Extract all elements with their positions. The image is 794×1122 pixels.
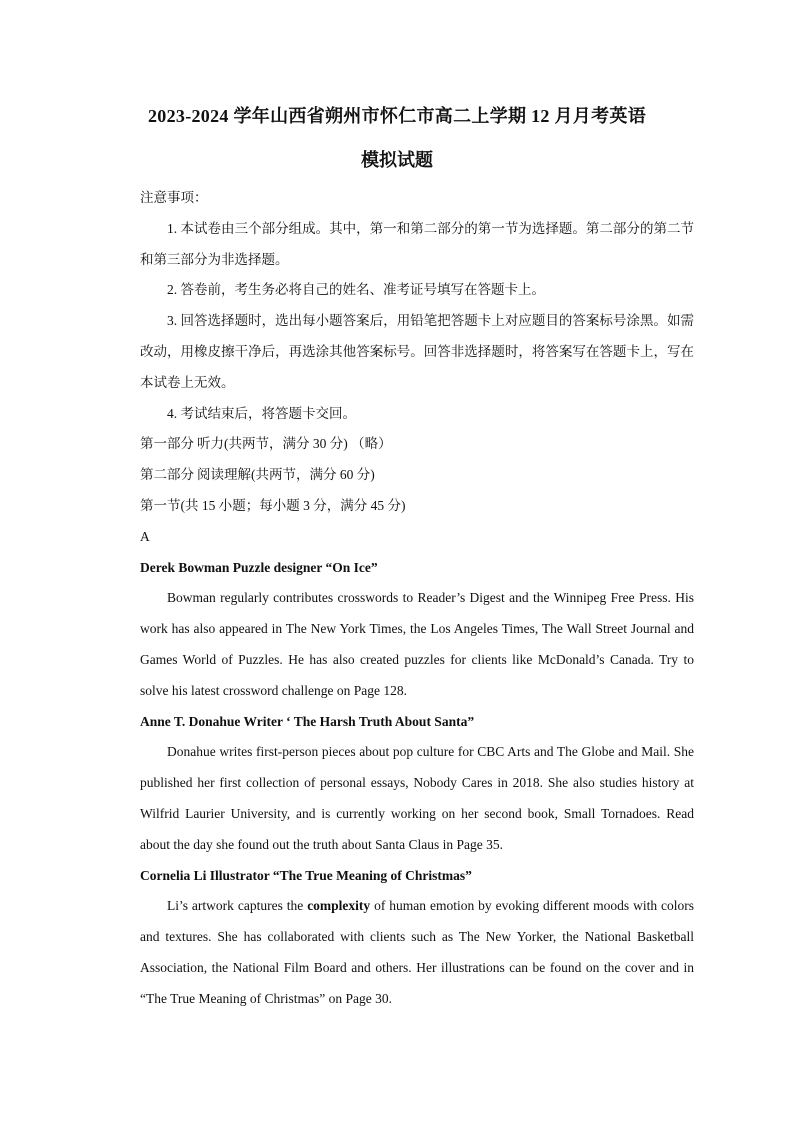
bio-text-bowman: Bowman regularly contributes crosswords to Reader’s Digest and the Winnipeg Free Press. His work has also appeared in The New York Times, the Los Angeles Times, The Wall Street Journal and Games World of Puzzles. He has also created puzzles for clients like McDonald’s Canada. Try to solve his latest crossword challenge on Page 128. <box>140 590 694 698</box>
part1-desc: 听力(共两节，满分 30 分) （略） <box>197 436 392 452</box>
bio-heading-bowman: Derek Bowman Puzzle designer “On Ice” <box>140 559 378 575</box>
notice-item-2: 2. 答卷前，考生务必将自己的姓名、准考证号填写在答题卡上。 <box>167 282 545 298</box>
bio-text-li-after: of human emotion by evoking different moods with colors and textures. She has collaborated with clients such as The New Yorker, the National Basketball Association, the National Film Board and others. Her illustrations can be found on the cover and in “The True Meaning of Christmas” on Page 30. <box>140 898 695 1006</box>
section-part1 <box>140 429 694 460</box>
part2-label: 第二部分 <box>140 467 194 483</box>
notice-item-3: 3. 回答选择题时，选出每小题答案后，用铅笔把答题卡上对应题目的答案标号涂黑。如需改动，用橡皮擦干净后，再选涂其他答案标号。回答非选择题时，将答案写在答题卡上，写在本试卷上无效。 <box>140 313 694 390</box>
section-part2 <box>140 460 694 491</box>
keyword-complexity: complexity <box>307 898 371 914</box>
bio-text-donahue: Donahue writes first-person pieces about pop culture for CBC Arts and The Globe and Mail. She published her first collection of personal essays, Nobody Cares in 2018. She also studies history at Wilfrid Laurier University, and is currently working on her second book, Small Tornadoes. Read about the day she found out the truth about Santa Claus in Page 35. <box>140 744 694 852</box>
bio-heading-li: Cornelia Li Illustrator “The True Meaning of Christmas” <box>140 867 472 883</box>
exam-title-line1: 2023-2024 学年山西省朔州市怀仁市高二上学期 12 月月考英语 <box>148 106 646 126</box>
part2-desc: 阅读理解(共两节，满分 60 分) <box>197 467 375 483</box>
passage-label: A <box>140 528 150 544</box>
notice-heading: 注意事项： <box>140 190 208 205</box>
notice-item-1: 1. 本试卷由三个部分组成。其中，第一和第二部分的第一节为选择题。第二部分的第二节和第三部分为非选择题。 <box>140 220 694 267</box>
bio-text-li-before: Li’s artwork captures the <box>167 898 308 914</box>
exam-title-line2: 模拟试题 <box>361 150 433 170</box>
section-1-heading: 第一节(共 15 小题；每小题 3 分，满分 45 分) <box>140 497 406 513</box>
notice-item-4: 4. 考试结束后，将答题卡交回。 <box>167 405 356 421</box>
bio-heading-donahue: Anne T. Donahue Writer ‘ The Harsh Truth About Santa” <box>140 713 475 729</box>
exam-body <box>140 183 694 1015</box>
part1-label: 第一部分 <box>140 436 194 452</box>
bio-text-li <box>140 891 694 1014</box>
